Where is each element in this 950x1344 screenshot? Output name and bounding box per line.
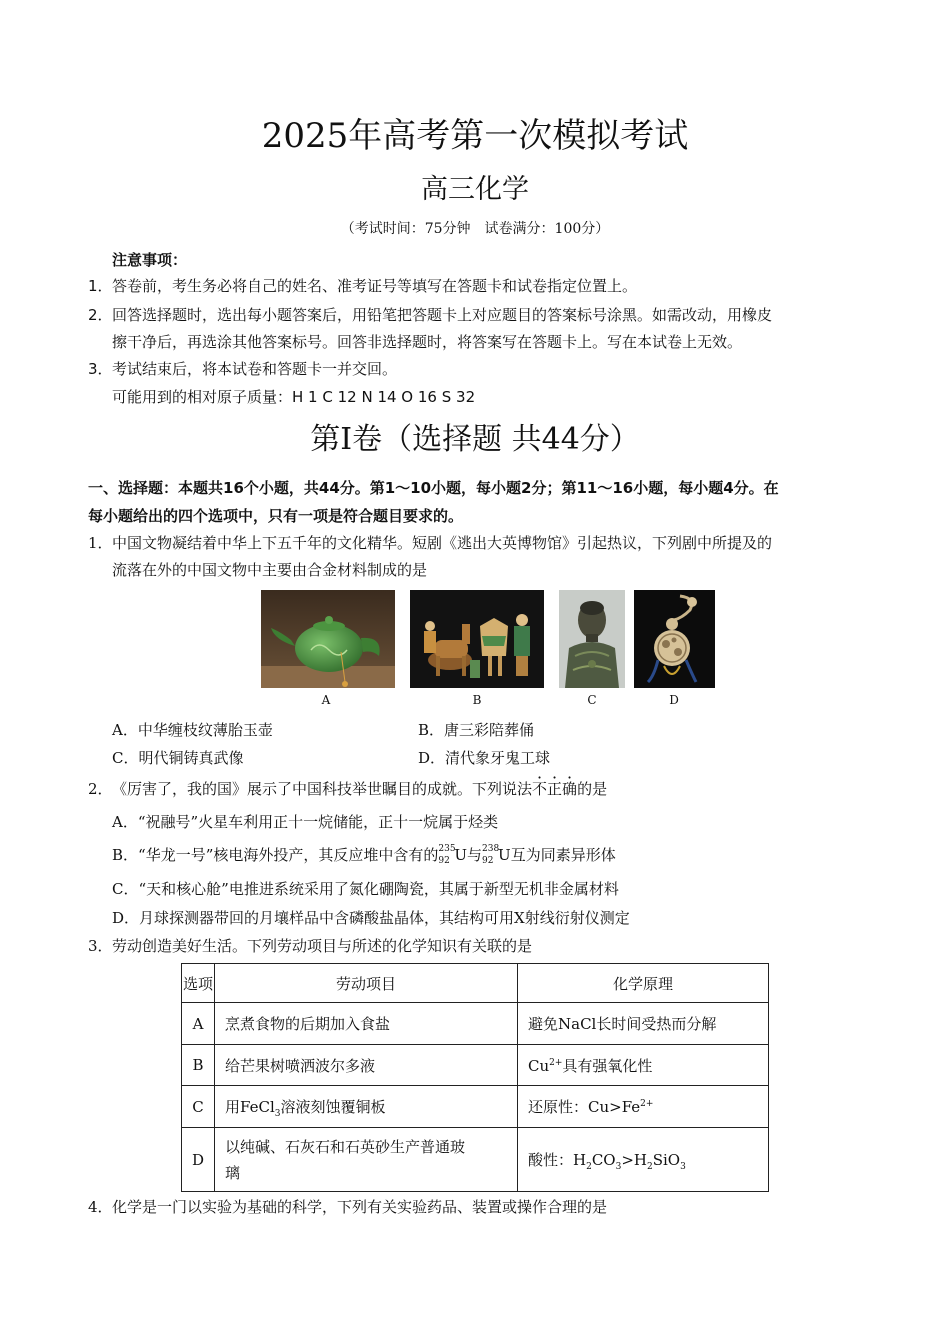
row-principle: 避免NaCl长时间受热而分解 xyxy=(518,1003,769,1045)
row-principle: 酸性：$H_2CO_3>H_2SiO_3$ xyxy=(518,1128,769,1192)
header-principle: 化学原理 xyxy=(518,964,769,1003)
exam-subtitle: 高三化学 xyxy=(421,174,529,205)
notice-item-1: 1．答卷前，考生务必将自己的姓名、准考证号等填写在答题卡和试卷指定位置上。 xyxy=(88,277,638,295)
notice-item-2: 2．回答选择题时，选出每小题答案后，用铅笔把答题卡上对应题目的答案标号涂黑。如需改动，用橡皮 xyxy=(88,306,773,324)
image-caption-d: D xyxy=(669,693,679,707)
header-option: 选项 xyxy=(182,964,215,1003)
exam-title: 2025年高考第一次模拟考试 xyxy=(261,116,689,156)
question-2-option-a: A．“祝融号”火星车利用正十一烷储能，正十一烷属于烃类 xyxy=(112,813,499,831)
question-1-stem-cont: 流落在外的中国文物中主要由合金材料制成的是 xyxy=(112,561,428,579)
row-principle: 还原性：$Cu>Fe^{2+}$ xyxy=(518,1086,769,1128)
image-caption-c: C xyxy=(587,693,597,707)
notice-item-2-cont: 擦干净后，再选涂其他答案标号。回答非选择题时，将答案写在答题卡上。写在本试卷上无效。 xyxy=(112,333,743,351)
row-labor-item: 以纯碱、石灰石和石英砂生产普通玻 璃 xyxy=(215,1128,518,1192)
row-labor-item: 给芒果树喷洒波尔多液 xyxy=(215,1045,518,1086)
question-2-option-d: D．月球探测器带回的月壤样品中含磷酸盐晶体，其结构可用X射线衍射仪测定 xyxy=(112,909,630,927)
table-row xyxy=(182,1003,769,1045)
section-instruction-1: 一、选择题：本题共16个小题，共44分。第1～10小题，每小题2分；第11～16小题，每小题4分。在 xyxy=(88,479,779,497)
row-option: D xyxy=(182,1128,215,1192)
ivory-ball-image xyxy=(634,590,715,688)
table-row xyxy=(182,1086,769,1128)
notice-heading: 注意事项： xyxy=(112,251,188,269)
table-header-row xyxy=(182,964,769,1003)
question-2-option-b: B．“华龙一号”核电海外投产，其反应堆中含有的 235 92 U与 238 92 U互为同素异形体 xyxy=(112,844,616,866)
question-1-option-b: B．唐三彩陪葬俑 xyxy=(418,721,535,739)
question-1-option-a: A．中华缠枝纹薄胎玉壶 xyxy=(112,721,273,739)
row-labor-item: 用FeCl$_3$溶液刻蚀覆铜板 xyxy=(215,1086,518,1128)
table-row xyxy=(182,1128,769,1192)
atomic-mass-line: 可能用到的相对原子质量：H 1 C 12 N 14 O 16 S 32 xyxy=(112,388,476,406)
row-labor-item: 烹煮食物的后期加入食盐 xyxy=(215,1003,518,1045)
section-title: 第Ⅰ卷（选择题 共44分） xyxy=(310,422,640,457)
image-caption-a: A xyxy=(321,693,331,707)
question-4-stem: 4．化学是一门以实验为基础的科学，下列有关实验药品、装置或操作合理的是 xyxy=(88,1198,608,1216)
exam-info: （考试时间：75分钟 试卷满分：100分） xyxy=(340,221,610,237)
question-3-stem: 3．劳动创造美好生活。下列劳动项目与所述的化学知识有关联的是 xyxy=(88,937,533,955)
table-row xyxy=(182,1045,769,1086)
row-principle: $Cu^{2+}$具有强氧化性 xyxy=(518,1045,769,1086)
teapot-image xyxy=(261,590,395,688)
header-labor-item: 劳动项目 xyxy=(215,964,518,1003)
section-instruction-2: 每小题给出的四个选项中，只有一项是符合题目要求的。 xyxy=(88,507,464,525)
row-option: C xyxy=(182,1086,215,1128)
row-option: B xyxy=(182,1045,215,1086)
question-1-option-d: D．清代象牙鬼工球 xyxy=(418,749,551,767)
notice-item-3: 3．考试结束后，将本试卷和答题卡一并交回。 xyxy=(88,360,398,378)
bronze-statue-image xyxy=(559,590,625,688)
row-option: A xyxy=(182,1003,215,1045)
question-2-stem: 2．《厉害了，我的国》展示了中国科技举世瞩目的成就。下列说法不正确的是 xyxy=(88,780,608,798)
question-1-stem: 1．中国文物凝结着中华上下五千年的文化精华。短剧《逃出大英博物馆》引起热议，下列剧中所提及的 xyxy=(88,534,773,552)
image-caption-b: B xyxy=(472,693,482,707)
question-3-table xyxy=(181,963,769,1192)
tri-color-figurines-image xyxy=(410,590,544,688)
question-2-option-c: C．“天和核心舱”电推进系统采用了氮化硼陶瓷，其属于新型无机非金属材料 xyxy=(112,880,619,898)
question-1-option-c: C．明代铜铸真武像 xyxy=(112,749,244,767)
